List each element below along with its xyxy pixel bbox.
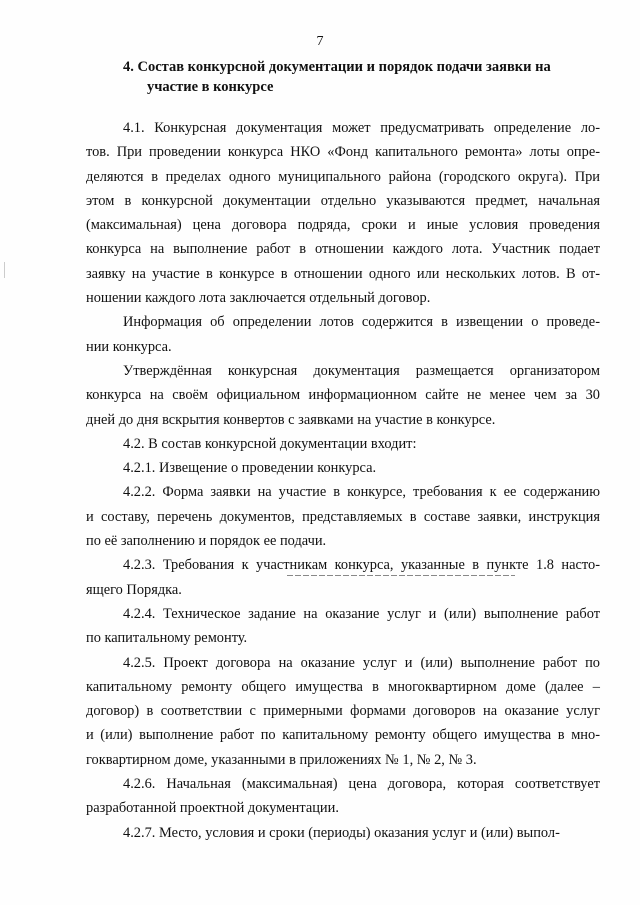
text-line: договор) в соответствии с примерными формами договоров на оказание услуг — [86, 703, 600, 720]
paragraph-p-4-2-6 — [86, 772, 600, 821]
text-line: по капитальному ремонту. — [86, 630, 248, 647]
text-line: конкурса на своём официальном информационном сайте не менее чем за 30 — [86, 387, 600, 404]
section-heading — [123, 57, 603, 97]
text-line: дней до дня вскрытия конвертов с заявками на участие в конкурсе. — [86, 411, 496, 428]
paragraph-p-4-2-7 — [86, 821, 600, 845]
page-number: 7 — [316, 34, 324, 49]
document-body — [86, 116, 600, 845]
section-heading-line-2: участие в конкурсе — [147, 79, 274, 95]
text-line: 4.2.2. Форма заявки на участие в конкурсе, требования к ее содержанию — [123, 484, 600, 501]
text-line: и (или) выполнение работ по капитальному ремонту общего имущества в мно- — [86, 727, 600, 744]
text-line: Информация об определении лотов содержится в извещении о проведе- — [123, 314, 600, 331]
section-heading-line-1: 4. Состав конкурсной документации и порядок подачи заявки на — [123, 59, 551, 75]
paragraph-p-lots-info — [86, 310, 600, 359]
text-line: 4.1. Конкурсная документация может предусматривать определение ло- — [123, 120, 600, 136]
text-line: ношении каждого лота заключается отдельный договор. — [86, 290, 431, 307]
text-line: и составу, перечень документов, представляемых в составе заявки, инструкция — [86, 508, 600, 525]
text-line: 4.2.4. Техническое задание на оказание услуг и (или) выполнение работ — [123, 605, 600, 622]
paragraph-p-4-1 — [86, 116, 600, 310]
text-line: 4.2.3. Требования к участникам конкурса, указанные в пункте 1.8 насто- — [123, 557, 600, 574]
text-line: 4.2.6. Начальная (максимальная) цена договора, которая соответствует — [123, 776, 600, 793]
text-line: ящего Порядка. — [86, 581, 182, 598]
text-line: 4.2.1. Извещение о проведении конкурса. — [123, 460, 377, 477]
text-line: 4.2. В состав конкурсной документации входит: — [123, 435, 417, 452]
text-line: заявку на участие в конкурсе в отношении одного или нескольких лотов. В от- — [86, 265, 600, 282]
text-line: Утверждённая конкурсная документация размещается организатором — [123, 362, 600, 379]
text-line: нии конкурса. — [86, 338, 172, 355]
text-line: тов. При проведении конкурса НКО «Фонд капитального ремонта» лоты опре- — [86, 144, 600, 161]
text-line: 4.2.7. Место, условия и сроки (периоды) оказания услуг и (или) выпол- — [123, 824, 560, 841]
paragraph-p-approved-docs — [86, 359, 600, 432]
text-line: (максимальная) цена договора подряда, сроки и иные условия проведения — [86, 217, 600, 234]
text-line: конкурса на выполнение работ в отношении каждого лота. Участник подает — [86, 241, 600, 258]
text-line: по её заполнению и порядок ее подачи. — [86, 533, 327, 550]
text-line: этом в конкурсной документации отдельно указываются предмет, начальная — [86, 192, 600, 209]
text-line: 4.2.5. Проект договора на оказание услуг и (или) выполнение работ по — [123, 654, 600, 671]
paragraph-p-4-2-3 — [86, 553, 600, 602]
scan-margin-mark — [4, 262, 5, 278]
paragraph-p-4-2 — [86, 432, 600, 456]
paragraph-p-4-2-1 — [86, 456, 600, 480]
paragraph-p-4-2-4 — [86, 602, 600, 651]
text-line: разработанной проектной документации. — [86, 800, 339, 817]
text-line: деляются в пределах одного муниципального района (городского округа). При — [86, 168, 600, 185]
scan-artifact-line — [287, 575, 515, 576]
text-line: гоквартирном доме, указанными в приложениях № 1, № 2, № 3. — [86, 751, 477, 768]
text-line: капитальному ремонту общего имущества в многоквартирном доме (далее – — [86, 678, 600, 695]
paragraph-p-4-2-2 — [86, 480, 600, 553]
paragraph-p-4-2-5 — [86, 651, 600, 772]
